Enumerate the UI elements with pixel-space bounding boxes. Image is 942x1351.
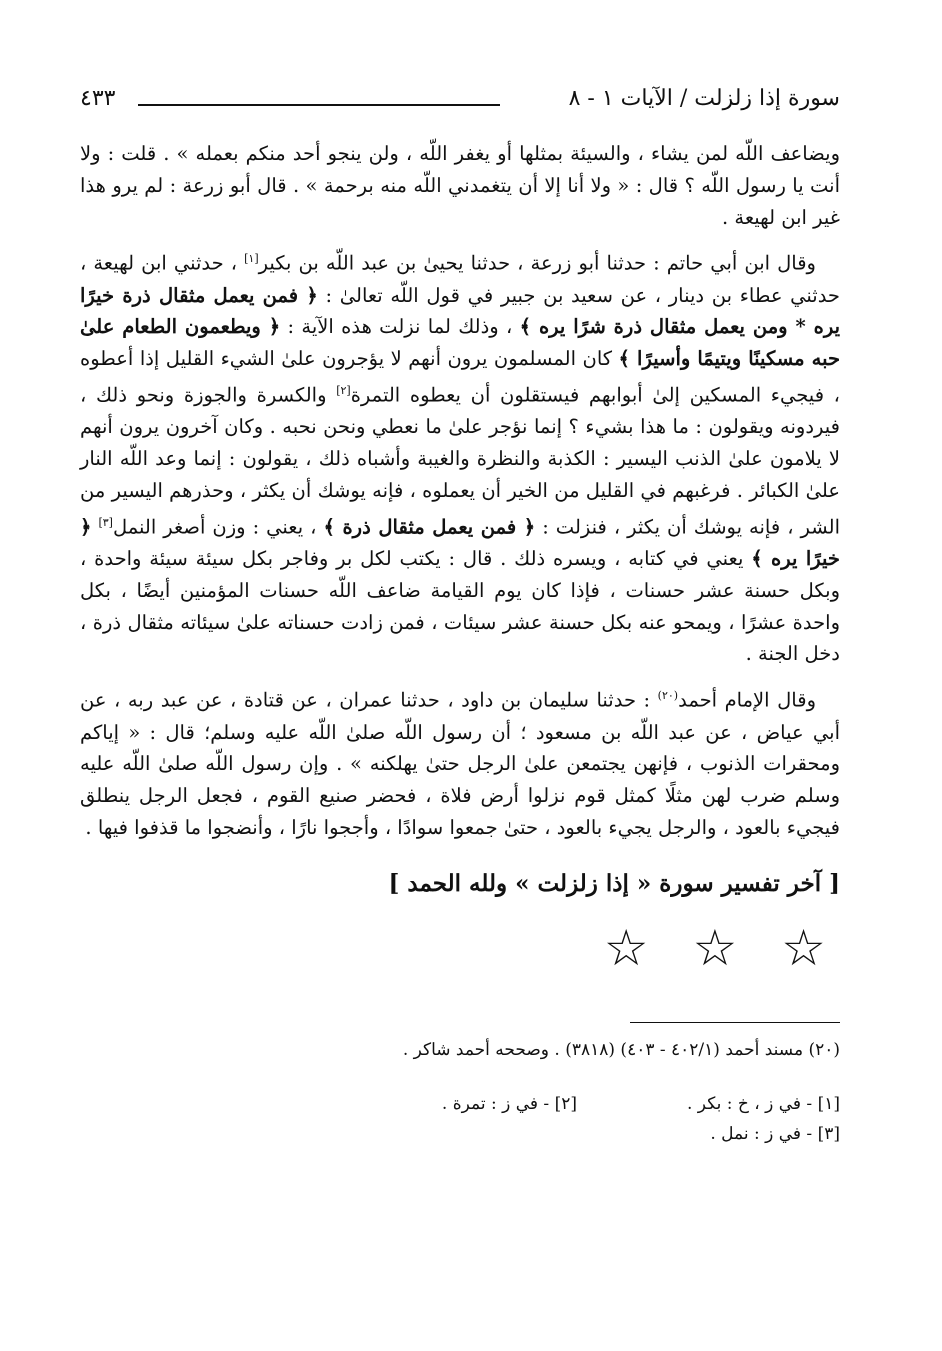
footnote-1: [١] - في ز ، خ : بكر . (687, 1093, 840, 1114)
main-text (80, 138, 840, 978)
text-run: : حدثنا سليمان بن داود ، حدثنا عمران ، عن قتادة ، عن عبد ربه ، عن أبي عياض ، عن عبد اللّه بن مسعود ؛ أن رسول اللّه صلىٰ اللّه عليه وسلم؛ قال : « إياكم ومحقرات الذنوب ، فإنهن يجتمعن علىٰ الرجل حتىٰ يهلكنه » . وإن رسول اللّه صلىٰ اللّه عليه وسلم ضرب لهن مثلًا كمثل قوم نزلوا أرض فلاة ، فحضر صنيع القوم ، فجعل الرجل ينطلق فيجيء بالعود ، والرجل يجيء بالعود ، حتىٰ جمعوا سوادًا ، وأججوا نارًا ، وأنضجوا ما قذفوا فيها . (80, 688, 840, 839)
text-run: كان المسلمون يرون أنهم لا يؤجرون علىٰ الشيء القليل إذا أعطوه ، فيجيء المسكين إلىٰ أبوابهم فيستقلون أن يعطوه التمرة (80, 347, 840, 407)
footnote-ref-2: [٢] (336, 384, 351, 398)
header-rule (138, 104, 500, 106)
quran-quote: ﴿ فمن يعمل مثقال ذرة خيرًا يره * ومن يعمل مثقال ذرة شرًا يره ﴾ (80, 283, 841, 339)
footnote-ref-20: (٢٠) (657, 689, 679, 703)
text-run: والكسرة والجوزة ونحو ذلك ، فيردونه ويقولون : ما هذا بشيء ؟ إنما نؤجر علىٰ ما نعطي ونحن نحبه . وكان آخرون يرون أنهم لا يلامون علىٰ الذنب اليسير : الكذبة والنظرة والغيبة وأشباه ذلك ، يقولون : إنما وعد اللّه النار علىٰ الكبائر . فرغبهم في القليل من الخير أن يعملوه ، فإنه يوشك أن يكثر ، وحذرهم اليسير من الشر ، فإنه يوشك أن يكثر ، فنزلت : (80, 383, 841, 539)
footnote-3: [٣] - في ز : نمل . (710, 1123, 840, 1144)
text-run: ، حدثني ابن لهيعة ، حدثني عطاء بن دينار ، عن سعيد بن جبير في قول اللّه تعالىٰ : (80, 251, 840, 307)
quran-quote: ﴿ فمن يعمل مثقال ذرة ﴾ (323, 515, 536, 539)
running-title: سورة إذا زلزلت / الآيات ١ - ٨ (568, 86, 840, 111)
quran-quote: ﴿ ويطعمون الطعام علىٰ حبه مسكينًا ويتيمًا وأسيرًا ﴾ (80, 315, 841, 371)
text-run: يعني في كتابه ، ويسره ذلك . قال : يكتب لكل بر وفاجر بكل سيئة سيئة واحدة ، وبكل حسنة عشر حسنات ، فإذا كان يوم القيامة ضاعف اللّه حسنات المؤمنين أيضًا ، بكل واحدة عشرًا ، ويمحو عنه بكل حسنة عشر سيئات ، فمن زادت حسناته علىٰ سيئاته مثقال ذرة ، دخل الجنة . (80, 547, 840, 666)
text-run: وقال الإمام أحمد (678, 688, 816, 712)
book-page (80, 82, 840, 1149)
footnote-2: [٢] - في ز : تمرة . (441, 1093, 577, 1114)
page-number: ٤٣٣ (80, 86, 116, 111)
footnote-ref-1: [١] (244, 252, 259, 266)
paragraph-2 (80, 243, 840, 670)
star-divider-icon: ☆ ☆ ☆ (603, 918, 840, 977)
text-run: ، وذلك لما نزلت هذه الآية : (280, 315, 520, 339)
text-run: ، يعني : وزن أصغر النمل (112, 515, 324, 539)
paragraph-1: ويضاعف اللّه لمن يشاء ، والسيئة بمثلها أو يغفر اللّه ، ولن ينجو أحد منكم بعمله » . قلت : ولا أنت يا رسول اللّه ؟ قال : « ولا أنا إلا أن يتغمدني اللّه منه برحمة » . قال أبو زرعة : لم يرو هذا غير ابن لهيعة . (80, 142, 840, 229)
footnotes (80, 1035, 840, 1149)
surah-closing-line: [ آخر تفسير سورة « إذا زلزلت » ولله الحمد ] (388, 869, 840, 897)
footnote-ref-3: [٣] (98, 515, 113, 529)
quran-quote: ﴿ خيرًا يره ﴾ (80, 515, 840, 571)
footnote-rule (630, 1022, 840, 1023)
page-header (80, 82, 840, 122)
paragraph-3 (80, 680, 840, 843)
footnote-row (80, 1089, 840, 1119)
text-run: وقال ابن أبي حاتم : حدثنا أبو زرعة ، حدثنا يحيىٰ بن عبد اللّه بن بكير (258, 251, 816, 275)
footnote-20: (٢٠) مسند أحمد (٤٠٢/١ - ٤٠٣) (٣٨١٨) . وصححه أحمد شاكر . (402, 1039, 840, 1060)
